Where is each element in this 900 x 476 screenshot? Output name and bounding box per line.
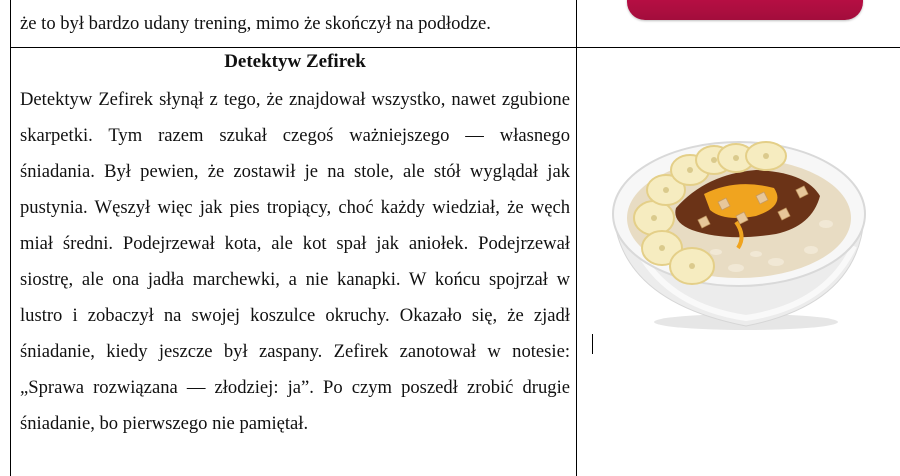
- oatmeal-bowl-image: [606, 126, 870, 336]
- oatmeal-bowl-icon: [606, 126, 870, 336]
- story-body[interactable]: Detektyw Zefirek słynął z tego, że znajdował wszystko, nawet zgubione skarpetki. Tym razem szukał czegoś ważniejszego — własnego śniadania. Był pewien, że zostawił je na stole, ale stół wyglądał jak pustynia. Węszył więc jak pies tropiący, choć każdy wiedział, że węch miał średni. Podejrzewał kota, ale kot spał jak aniołek. Podejrzewał siostrę, ale ona jadła marchewki, a nie kanapki. W końcu spojrzał w lustro i zobaczył na swojej koszulce okruchy. Okazało się, że zjadł śniadanie, kiedy jeszcze był zaspany. Zefirek zanotował w notesie: „Sprawa rozwiązana — złodziej: ja”. Po czym poszedł zrobić drugie śniadanie, bo pierwszego nie pamiętał.: [20, 89, 570, 434]
- table-row-divider: [10, 47, 900, 48]
- previous-story-last-line[interactable]: że to był bardzo udany trening, mimo że skończył na podłodze.: [20, 13, 491, 34]
- red-object-image: [627, 0, 863, 20]
- story-title[interactable]: Detektyw Zefirek: [224, 51, 366, 72]
- text-cursor: [592, 334, 593, 354]
